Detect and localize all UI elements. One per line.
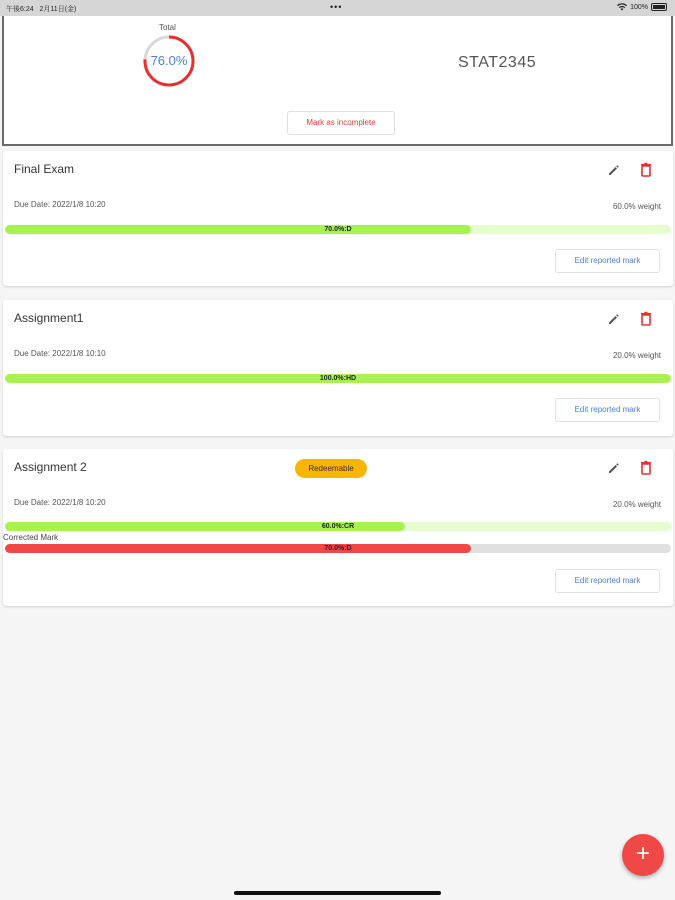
assessment-card-assignment-2[interactable] bbox=[3, 449, 673, 606]
mark-progress-bar bbox=[5, 522, 671, 531]
trash-icon[interactable] bbox=[639, 311, 653, 327]
status-right bbox=[617, 3, 667, 11]
mark-incomplete-button[interactable]: Mark as incomplete bbox=[287, 111, 395, 135]
status-bar bbox=[0, 0, 675, 16]
mark-progress-label: 70.0%:D bbox=[324, 226, 352, 233]
due-date: Due Date: 2022/1/8 10:20 bbox=[14, 200, 106, 209]
mark-progress-label: 100.0%:HD bbox=[319, 375, 357, 382]
total-value: 76.0% bbox=[150, 53, 188, 68]
battery-icon bbox=[651, 3, 667, 11]
pencil-icon[interactable] bbox=[607, 312, 621, 326]
corrected-mark-bar-label: 70.0%:D bbox=[324, 545, 352, 552]
assessment-card-final-exam[interactable] bbox=[3, 151, 673, 286]
battery-percent: 100% bbox=[630, 3, 648, 11]
course-summary-header bbox=[2, 16, 673, 146]
assessment-title: Assignment1 bbox=[14, 311, 84, 325]
due-date: Due Date: 2022/1/8 10:20 bbox=[14, 498, 106, 507]
plus-icon: + bbox=[635, 840, 650, 867]
pencil-icon[interactable] bbox=[607, 163, 621, 177]
weight-label: 20.0% weight bbox=[612, 351, 661, 360]
weight-label: 60.0% weight bbox=[612, 202, 661, 211]
pencil-icon[interactable] bbox=[607, 461, 621, 475]
assessment-card-assignment1[interactable] bbox=[3, 300, 673, 436]
edit-reported-mark-button[interactable]: Edit reported mark bbox=[555, 249, 660, 273]
status-time-date bbox=[6, 4, 76, 14]
due-date: Due Date: 2022/1/8 10:10 bbox=[14, 349, 106, 358]
assessment-title: Assignment 2 bbox=[14, 460, 87, 474]
mark-progress-label: 60.0%:CR bbox=[321, 523, 355, 530]
edit-reported-mark-button[interactable]: Edit reported mark bbox=[555, 398, 660, 422]
add-assessment-button[interactable] bbox=[622, 834, 664, 876]
wifi-icon bbox=[617, 3, 627, 11]
multitask-dots[interactable]: ••• bbox=[330, 2, 343, 12]
assessment-title: Final Exam bbox=[14, 162, 75, 176]
corrected-mark-label: Corrected Mark bbox=[3, 533, 59, 542]
trash-icon[interactable] bbox=[639, 162, 653, 178]
corrected-mark-bar bbox=[5, 544, 671, 553]
course-code: STAT2345 bbox=[458, 54, 537, 71]
status-date: 2月11日(金) bbox=[39, 6, 77, 13]
total-label: Total bbox=[159, 23, 176, 32]
mark-progress-bar bbox=[5, 374, 671, 383]
mark-progress-bar bbox=[5, 225, 671, 234]
trash-icon[interactable] bbox=[639, 460, 653, 476]
weight-label: 20.0% weight bbox=[612, 500, 661, 509]
redeemable-badge: Redeemable bbox=[295, 459, 367, 478]
home-indicator[interactable] bbox=[234, 891, 441, 895]
status-time: 午後6:24 bbox=[6, 6, 34, 13]
edit-reported-mark-button[interactable]: Edit reported mark bbox=[555, 569, 660, 593]
